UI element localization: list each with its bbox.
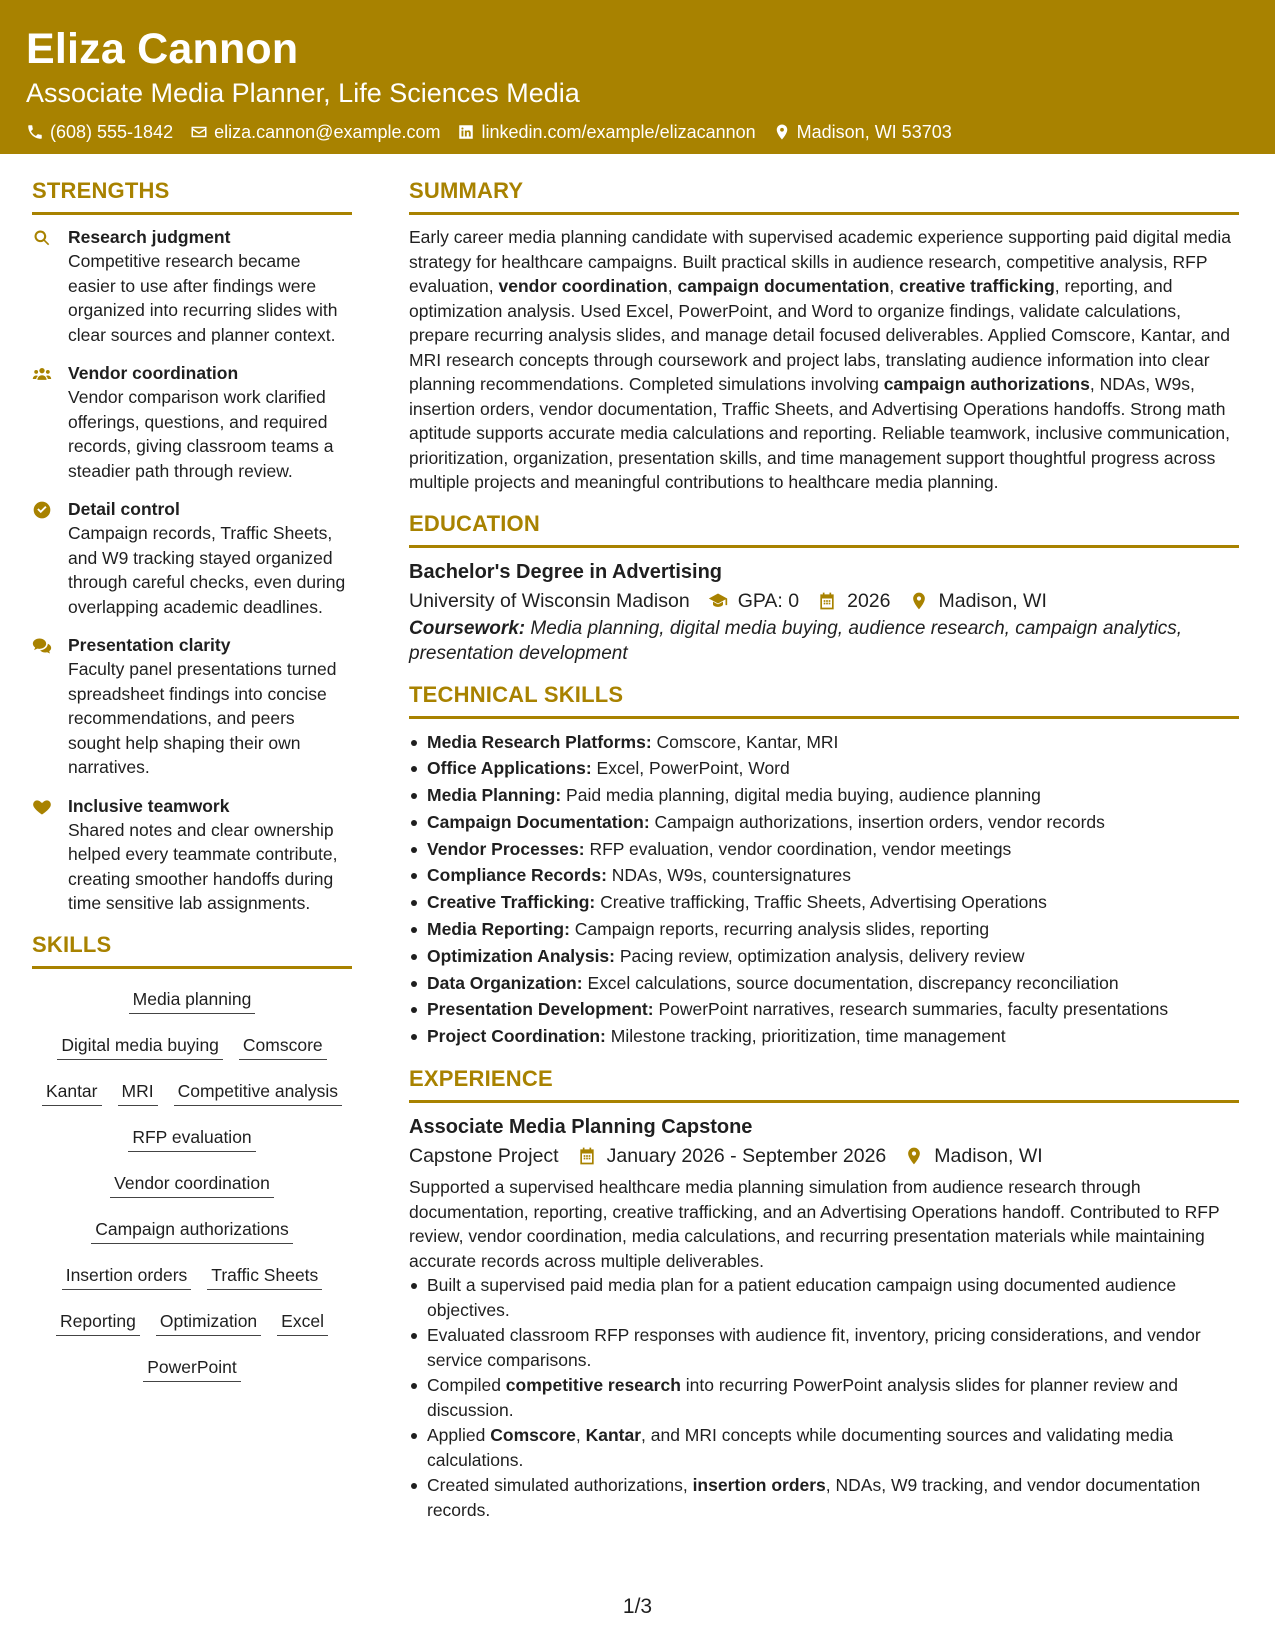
comments-icon-wrap	[32, 633, 54, 780]
exp-location-text: Madison, WI	[934, 1145, 1043, 1168]
comments-icon	[32, 636, 52, 656]
right-column	[409, 176, 1239, 1523]
contact-phone[interactable]	[26, 120, 173, 144]
linkedin-icon	[457, 123, 475, 141]
map-marker-icon	[773, 123, 791, 141]
page-number: 1/3	[622, 1595, 653, 1618]
coursework-label: Coursework:	[409, 617, 526, 639]
users-icon-wrap	[32, 361, 54, 483]
dates-item	[577, 1141, 887, 1171]
experience-bullet: Compiled competitive research into recurring PowerPoint analysis slides for planner review and discussion.	[409, 1373, 1239, 1422]
strength-item	[32, 225, 352, 347]
contact-email[interactable]	[190, 120, 440, 144]
skill-tag: Excel	[277, 1309, 328, 1336]
skill-tag: Competitive analysis	[174, 1079, 342, 1106]
skill-tag: Comscore	[239, 1033, 327, 1060]
coursework	[409, 616, 1239, 666]
technical-skill-item: Optimization Analysis: Pacing review, optimization analysis, delivery review	[409, 943, 1239, 970]
org-item	[409, 1141, 559, 1171]
coursework-text: Media planning, digital media buying, audience research, campaign analytics, presentation development	[409, 617, 1183, 664]
map-marker-icon	[909, 591, 929, 611]
summary-text: Early career media planning candidate with supervised academic experience supporting paid digital media strategy for healthcare campaigns. Built practical skills in audience research, competitive analysis, RFP evaluation, vendor coordination, campaign documentation, creative trafficking, reporting, and optimization analysis. Used Excel, PowerPoint, and Word to organize findings, validate calculations, prepare recurring analysis slides, and manage detail focused deliverables. Applied Comscore, Kantar, and MRI research concepts through coursework and project labs, translating audience information into clear planning recommendations. Completed simulations involving campaign authorizations, NDAs, W9s, insertion orders, vendor documentation, Traffic Sheets, and Advertising Operations handoffs. Strong math aptitude supports accurate media calculations and reporting. Reliable teamwork, inclusive communication, prioritization, organization, presentation skills, and time management support thoughtful progress across multiple projects and meaningful contributions to healthcare media planning.	[409, 227, 1232, 492]
strength-desc: Faculty panel presentations turned spreadsheet findings into concise recommendations, and peers sought help shaping their own narratives.	[68, 659, 337, 777]
check-circle-icon-wrap	[32, 497, 54, 619]
skill-tag: Media planning	[129, 987, 256, 1014]
strength-body	[68, 633, 352, 780]
graduation-cap-icon	[708, 591, 728, 611]
skills-row	[32, 1033, 352, 1060]
skill-tag: Reporting	[56, 1309, 140, 1336]
summary-heading: SUMMARY	[409, 176, 1239, 215]
search-icon	[32, 228, 52, 248]
strength-title: Research judgment	[68, 227, 231, 247]
experience-bullet: Applied Comscore, Kantar, and MRI concepts while documenting sources and validating media calculations.	[409, 1423, 1239, 1472]
gpa-text: GPA: 0	[737, 589, 800, 612]
degree-title: Bachelor's Degree in Advertising	[409, 560, 722, 583]
skills-row	[32, 987, 352, 1014]
contact-linkedin[interactable]	[457, 120, 755, 144]
technical-skill-item: Vendor Processes: RFP evaluation, vendor coordination, vendor meetings	[409, 836, 1239, 863]
strength-title: Presentation clarity	[68, 635, 231, 655]
year-item	[817, 586, 890, 616]
skill-tag: Insertion orders	[62, 1263, 192, 1290]
strength-title: Inclusive teamwork	[68, 795, 230, 816]
experience-meta	[409, 1141, 1239, 1171]
technical-skill-item: Creative Trafficking: Creative trafficking, Traffic Sheets, Advertising Operations	[409, 889, 1239, 916]
year-text: 2026	[847, 589, 891, 612]
strength-item	[32, 497, 352, 619]
technical-skill-item: Presentation Development: PowerPoint narratives, research summaries, faculty presentations	[409, 996, 1239, 1023]
strength-body	[68, 225, 352, 347]
technical-skill-item: Data Organization: Excel calculations, source documentation, discrepancy reconciliation	[409, 970, 1239, 997]
linkedin-text: linkedin.com/example/elizacannon	[481, 122, 756, 142]
strength-title: Detail control	[68, 499, 180, 519]
skills-row	[32, 1171, 352, 1198]
skills-row	[32, 1263, 352, 1290]
calendar-icon	[817, 591, 837, 611]
strength-item	[32, 794, 352, 916]
strength-body	[68, 497, 352, 619]
strength-body	[68, 361, 352, 483]
strength-desc: Vendor comparison work clarified offerings, questions, and required records, giving classroom teams a steadier path through review.	[68, 387, 334, 481]
contact-location	[773, 120, 952, 144]
experience-description: Supported a supervised healthcare media planning simulation from audience research through documentation, reporting, creative trafficking, and an Advertising Operations handoff. Contributed to RFP review, vendor coordination, media calculations, and recurring presentation materials while maintaining accurate records across multiple deliverables.	[409, 1177, 1220, 1271]
school-text: University of Wisconsin Madison	[409, 589, 690, 612]
strength-desc: Campaign records, Traffic Sheets, and W9 tracking stayed organized through careful checks, even during overlapping academic deadlines.	[68, 523, 346, 617]
skill-tag: Optimization	[156, 1309, 261, 1336]
contact-bar	[26, 120, 1275, 144]
calendar-icon	[577, 1146, 597, 1166]
heart-icon	[32, 797, 52, 817]
phone-text: (608) 555-1842	[50, 122, 174, 142]
education-meta	[409, 586, 1239, 616]
skill-tag: Digital media buying	[57, 1033, 223, 1060]
candidate-role: Associate Media Planner, Life Sciences Media	[26, 78, 580, 108]
skill-tag: Kantar	[42, 1079, 102, 1106]
school-name	[409, 586, 690, 616]
skill-tag: Campaign authorizations	[91, 1217, 293, 1244]
experience-heading: EXPERIENCE	[409, 1064, 1239, 1103]
experience-role: Associate Media Planning Capstone	[409, 1116, 753, 1139]
edu-location-text: Madison, WI	[938, 589, 1047, 612]
edu-location-item	[909, 586, 1047, 616]
skill-tag: MRI	[118, 1079, 158, 1106]
experience-bullet: Built a supervised paid media plan for a patient education campaign using documented audience objectives.	[409, 1273, 1239, 1322]
location-text: Madison, WI 53703	[796, 122, 952, 142]
skill-tag: PowerPoint	[143, 1355, 241, 1382]
skills-row	[32, 1309, 352, 1336]
technical-skill-item: Office Applications: Excel, PowerPoint, Word	[409, 755, 1239, 782]
strength-desc: Competitive research became easier to use after findings were organized into recurring slides with clear sources and planner context.	[68, 251, 338, 345]
experience-bullet: Evaluated classroom RFP responses with audience fit, inventory, pricing considerations, and vendor service comparisons.	[409, 1323, 1239, 1372]
check-circle-icon	[32, 500, 52, 520]
skill-tag: RFP evaluation	[128, 1125, 255, 1152]
strength-item	[32, 361, 352, 483]
heart-icon-wrap	[32, 794, 54, 916]
strength-item	[32, 633, 352, 780]
skill-tag: Traffic Sheets	[207, 1263, 322, 1290]
strength-body	[68, 794, 352, 916]
skills-row	[32, 1125, 352, 1152]
map-marker-icon	[904, 1146, 924, 1166]
strengths-heading: STRENGTHS	[32, 176, 352, 215]
technical-skill-item: Media Reporting: Campaign reports, recurring analysis slides, reporting	[409, 916, 1239, 943]
technical-skill-item: Compliance Records: NDAs, W9s, countersignatures	[409, 862, 1239, 889]
experience-bullet: Created simulated authorizations, insertion orders, NDAs, W9 tracking, and vendor documentation records.	[409, 1473, 1239, 1522]
education-heading: EDUCATION	[409, 509, 1239, 548]
email-text: eliza.cannon@example.com	[214, 122, 441, 142]
resume-header	[0, 0, 1275, 154]
experience-bullets	[409, 1273, 1239, 1522]
candidate-name: Eliza Cannon	[26, 25, 299, 73]
technical-skill-item: Media Planning: Paid media planning, digital media buying, audience planning	[409, 782, 1239, 809]
technical-skills-heading: TECHNICAL SKILLS	[409, 680, 1239, 719]
strength-title: Vendor coordination	[68, 363, 239, 383]
search-icon-wrap	[32, 225, 54, 347]
skills-heading: SKILLS	[32, 930, 352, 969]
users-icon	[32, 364, 52, 384]
strength-desc: Shared notes and clear ownership helped every teammate contribute, creating smoother handoffs during time sensitive lab assignments.	[68, 819, 338, 913]
skills-row	[32, 1217, 352, 1244]
phone-icon	[26, 123, 44, 141]
skills-tags	[32, 979, 352, 1382]
envelope-icon	[190, 123, 208, 141]
technical-skill-item: Media Research Platforms: Comscore, Kantar, MRI	[409, 729, 1239, 756]
left-column	[32, 176, 352, 1382]
dates-text: January 2026 - September 2026	[606, 1145, 887, 1168]
gpa-item	[708, 586, 799, 616]
technical-skill-item: Project Coordination: Milestone tracking, prioritization, time management	[409, 1023, 1239, 1050]
technical-skill-item: Campaign Documentation: Campaign authorizations, insertion orders, vendor records	[409, 809, 1239, 836]
skills-row	[32, 1355, 352, 1382]
skills-row	[32, 1079, 352, 1106]
technical-skills-list	[409, 729, 1239, 1051]
strengths-list	[32, 225, 352, 916]
org-text: Capstone Project	[409, 1145, 559, 1168]
skill-tag: Vendor coordination	[110, 1171, 274, 1198]
exp-location-item	[904, 1141, 1042, 1171]
